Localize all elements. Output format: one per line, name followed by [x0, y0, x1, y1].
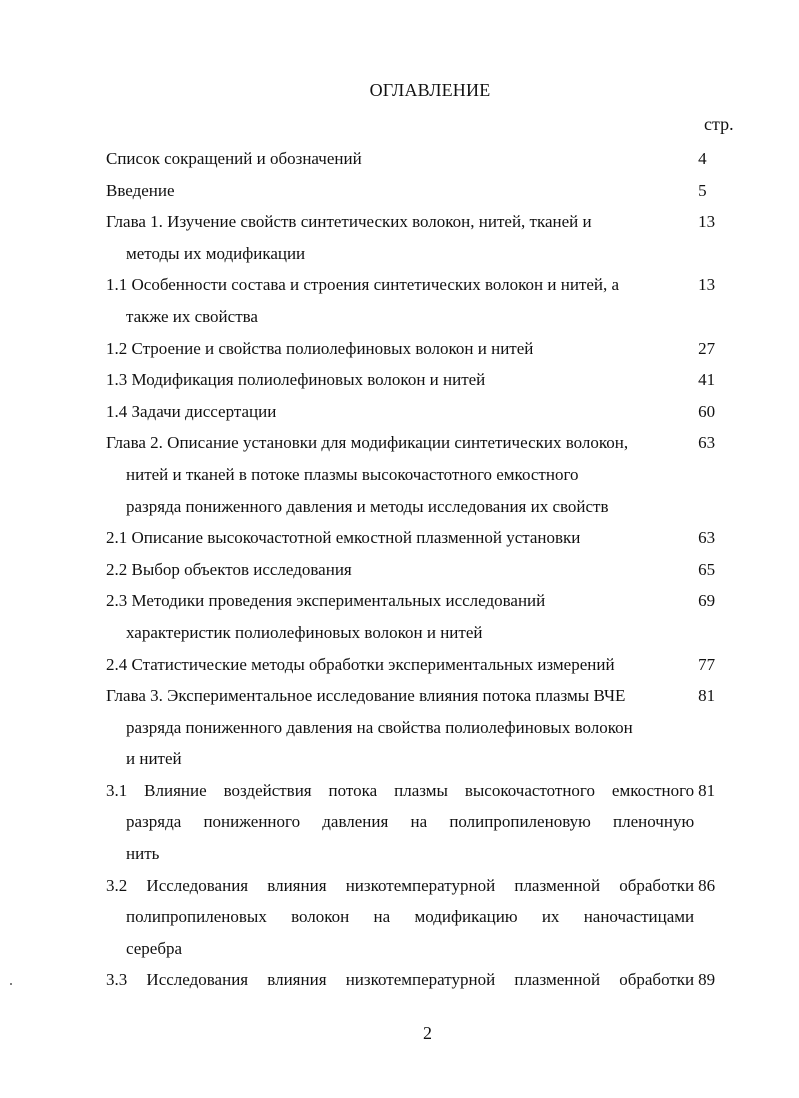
table-of-contents — [106, 143, 746, 996]
toc-entry-page: 69 — [698, 591, 716, 611]
toc-entry-line: 1.1 Особенности состава и строения синтетических волокон и нитей, а — [106, 275, 620, 295]
toc-entry-page: 63 — [698, 528, 716, 548]
toc-entry-line: 1.4 Задачи диссертации — [106, 401, 277, 421]
toc-entry-text — [106, 364, 694, 396]
toc-entry-line: 2.4 Статистические методы обработки экспериментальных измерений — [106, 654, 615, 674]
toc-entry-line: разряда пониженного давления на полипропиленовую пленочную — [126, 812, 695, 832]
toc-entry-line: полипропиленовых волокон на модификацию их наночастицами — [126, 907, 695, 927]
toc-entry — [106, 427, 746, 522]
toc-entry-page: 86 — [698, 875, 716, 895]
toc-entry-page: 63 — [698, 433, 716, 453]
toc-entry-text — [106, 396, 694, 428]
toc-entry-text — [106, 554, 694, 586]
toc-entry-line: 3.3 Исследования влияния низкотемпературной плазменной обработки — [106, 970, 695, 990]
toc-title: ОГЛАВЛЕНИЕ — [369, 80, 491, 100]
toc-entry-text — [106, 143, 694, 175]
toc-entry — [106, 333, 746, 365]
toc-entry-line: 2.1 Описание высокочастотной емкостной плазменной установки — [106, 528, 581, 548]
toc-entry — [106, 775, 746, 870]
toc-entry-line: 3.2 Исследования влияния низкотемпературной плазменной обработки — [106, 875, 695, 895]
toc-entry — [106, 680, 746, 775]
toc-entry-line: также их свойства — [126, 306, 258, 326]
toc-entry-line: 1.2 Строение и свойства полиолефиновых волокон и нитей — [106, 338, 534, 358]
page-number: 2 — [423, 1023, 432, 1043]
toc-entry-text — [106, 649, 694, 681]
toc-entry-line: 1.3 Модификация полиолефиновых волокон и нитей — [106, 370, 486, 390]
toc-entry-text — [106, 870, 694, 965]
toc-entry-line: методы их модификации — [126, 243, 306, 263]
toc-entry-line: нить — [126, 844, 160, 864]
toc-entry-page: 81 — [698, 686, 716, 706]
toc-entry-page: 65 — [698, 559, 716, 579]
toc-entry-line: разряда пониженного давления на свойства полиолефиновых волокон — [126, 717, 633, 737]
toc-entry-line: Глава 3. Экспериментальное исследование влияния потока плазмы ВЧЕ — [106, 686, 626, 706]
toc-entry-text — [106, 585, 694, 648]
scan-speck — [10, 983, 12, 985]
toc-entry-page: 60 — [698, 401, 716, 421]
toc-entry — [106, 554, 746, 586]
toc-entry-line: и нитей — [126, 749, 182, 769]
toc-entry-text — [106, 680, 694, 775]
toc-entry-line: характеристик полиолефиновых волокон и нитей — [126, 622, 483, 642]
toc-entry — [106, 964, 746, 996]
toc-entry-text — [106, 333, 694, 365]
toc-entry — [106, 269, 746, 332]
toc-entry — [106, 143, 746, 175]
toc-entry — [106, 175, 746, 207]
toc-entry — [106, 522, 746, 554]
toc-entry-text — [106, 206, 694, 269]
toc-entry-text — [106, 964, 694, 996]
toc-entry-page: 81 — [698, 780, 716, 800]
toc-entry-text — [106, 775, 694, 870]
toc-entry-text — [106, 522, 694, 554]
toc-entry-line: Глава 2. Описание установки для модификации синтетических волокон, — [106, 433, 629, 453]
toc-entry-page: 13 — [698, 275, 716, 295]
toc-entry-line: 3.1 Влияние воздействия потока плазмы высокочастотного емкостного — [106, 780, 695, 800]
toc-entry — [106, 649, 746, 681]
toc-entry-line: 2.2 Выбор объектов исследования — [106, 559, 352, 579]
toc-entry-line: серебра — [126, 938, 183, 958]
toc-entry-page: 27 — [698, 338, 716, 358]
toc-entry-page: 4 — [698, 149, 707, 168]
toc-entry-line: разряда пониженного давления и методы исследования их свойств — [126, 496, 609, 516]
toc-entry-line: Введение — [106, 180, 175, 200]
toc-entry-text — [106, 427, 694, 522]
toc-entry-line: 2.3 Методики проведения экспериментальных исследований — [106, 591, 546, 611]
toc-entry-page: 13 — [698, 212, 716, 232]
toc-entry — [106, 585, 746, 648]
toc-entry — [106, 870, 746, 965]
toc-entry — [106, 364, 746, 396]
toc-entry-page: 5 — [698, 180, 707, 200]
toc-entry — [106, 206, 746, 269]
toc-entry-line: Глава 1. Изучение свойств синтетических волокон, нитей, тканей и — [106, 212, 592, 232]
toc-entry — [106, 396, 746, 428]
toc-entry-line: Список сокращений и обозначений — [106, 149, 362, 168]
toc-entry-line: нитей и тканей в потоке плазмы высокочастотного емкостного — [126, 464, 579, 484]
toc-entry-page: 41 — [698, 370, 716, 390]
toc-entry-text — [106, 269, 694, 332]
toc-entry-text — [106, 175, 694, 207]
page-column-label: стр. — [704, 114, 734, 134]
toc-entry-page: 77 — [698, 654, 716, 674]
toc-entry-page: 89 — [698, 970, 716, 990]
